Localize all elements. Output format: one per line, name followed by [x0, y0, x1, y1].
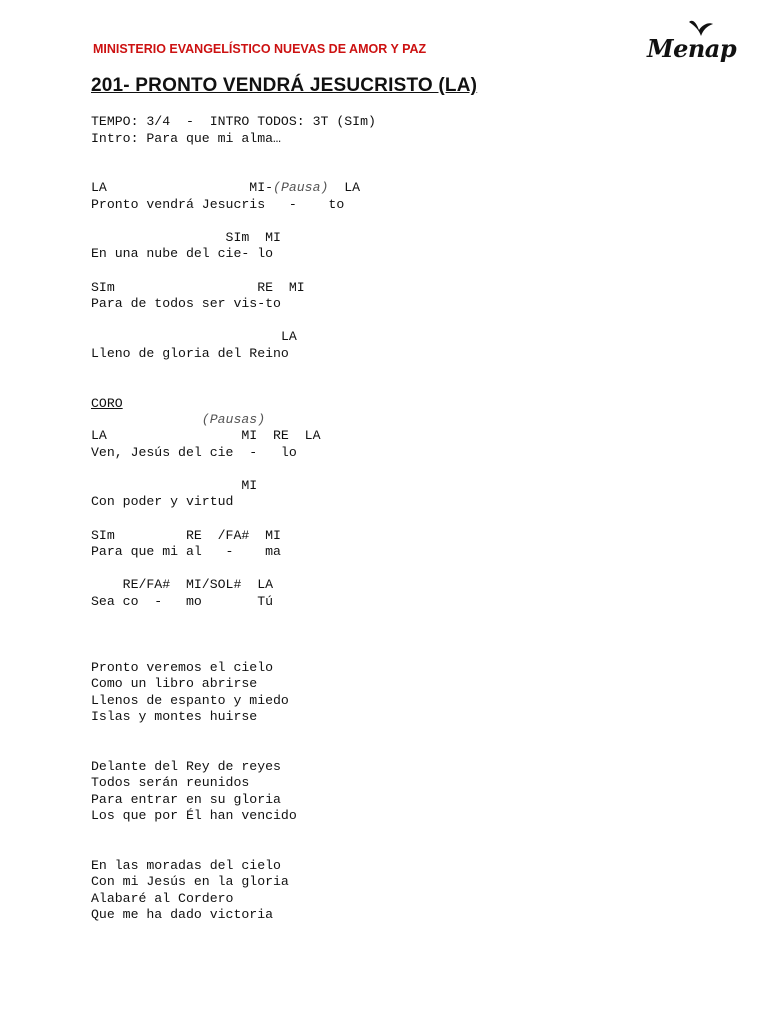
lyric-line: Para de todos ser vis-to	[91, 296, 281, 311]
lyric-line: Para que mi al - ma	[91, 544, 281, 559]
lyric-line: Alabaré al Cordero	[91, 891, 234, 906]
lyric-line: En las moradas del cielo	[91, 858, 281, 873]
lyric-line: Pronto vendrá Jesucris - to	[91, 197, 345, 212]
chord: RE MI	[257, 280, 305, 295]
chord-line	[91, 180, 360, 197]
lyric-line: Con mi Jesús en la gloria	[91, 874, 289, 889]
lyric-line: Todos serán reunidos	[91, 775, 250, 790]
tempo-line: TEMPO: 3/4 - INTRO TODOS: 3T (SIm)	[91, 114, 376, 129]
lyric-line: Que me ha dado victoria	[91, 907, 274, 922]
pause-note-line	[91, 412, 265, 429]
logo-text: Menap	[647, 34, 737, 63]
pause-note: (Pausas)	[201, 412, 266, 427]
lyric-line: Para entrar en su gloria	[91, 792, 281, 807]
chord: MI-	[249, 180, 274, 195]
lyric-line: Islas y montes huirse	[91, 709, 258, 724]
song-title: 201- PRONTO VENDRÁ JESUCRISTO (LA)	[91, 75, 478, 96]
chord-line	[91, 329, 297, 346]
intro-line: Intro: Para que mi alma…	[91, 131, 281, 146]
lyric-line: Pronto veremos el cielo	[91, 660, 274, 675]
chord: LA	[91, 180, 107, 195]
chord-line: RE/FA# MI/SOL# LA	[91, 577, 274, 592]
chord: SIm MI	[225, 230, 281, 245]
lyric-line: Delante del Rey de reyes	[91, 759, 281, 774]
chord: LA	[280, 329, 297, 344]
chord-line	[91, 280, 305, 297]
lyric-line: Llenos de espanto y miedo	[91, 693, 289, 708]
chord-line: MI	[91, 478, 258, 493]
chord-line	[91, 230, 281, 247]
menap-logo	[645, 16, 745, 66]
lyric-line: En una nube del cie- lo	[91, 246, 274, 261]
organization-name: MINISTERIO EVANGELÍSTICO NUEVAS DE AMOR Y PAZ	[93, 42, 427, 56]
pause-note: (Pausa)	[273, 180, 329, 195]
lyric-line: Sea co - mo Tú	[91, 594, 274, 609]
chord-line: SIm RE /FA# MI	[91, 528, 281, 543]
lyric-line: Ven, Jesús del cie - lo	[91, 445, 297, 460]
lyric-line: Con poder y virtud	[91, 494, 234, 509]
lyric-line: Como un libro abrirse	[91, 676, 258, 691]
coro-heading: CORO	[91, 396, 123, 411]
lyric-line: Lleno de gloria del Reino	[91, 346, 289, 361]
chord-line: LA MI RE LA	[91, 428, 321, 443]
lyric-line: Los que por Él han vencido	[91, 808, 297, 823]
chord: SIm	[91, 280, 115, 295]
chord: LA	[344, 180, 361, 195]
